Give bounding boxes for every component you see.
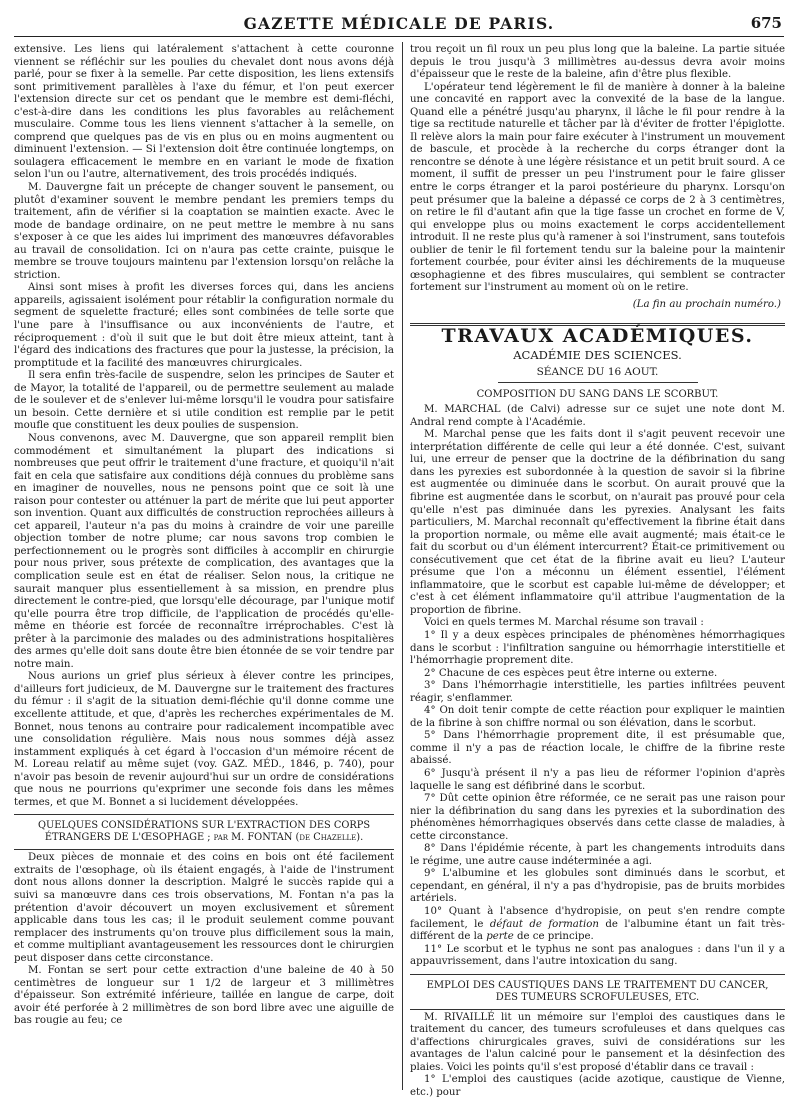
list-item: 1° L'emploi des caustiques (acide azotique, caustique de Vienne, etc.) pour — [410, 1074, 785, 1099]
list-item: 7° Dût cette opinion être réformée, ce ne serait pas une raison pour nier la défibrination du sang dans les pyrexies et la subordination des phénomènes hémorrhagiques observés dans cette classe de maladies, à cette circonstance. — [410, 793, 785, 842]
paragraph: M. Marchal pense que les faits dont il s'agit peuvent recevoir une interprétation différente de celle qui leur a été donnée. C'est, suivant lui, une erreur de penser que la doctrine de la défibrination du sang dans les pyrexies est subordonnée à la question de savoir si la fibrine est augmentée ou diminuée dans le scorbut. On aurait prouvé que la fibrine est augmentée dans le scorbut, on n'aurait pas prouvé pour cela qu'elle n'est pas diminuée dans les pyrexies. Analysant les faits particuliers, M. Marchal reconnaît qu'effectivement la fibrine était dans la proportion normale, ou même elle avait augmenté; mais était-ce le fait du scorbut ou d'un élément intercurrent? Était-ce primitivement ou consécutivement que cet état de la fibrine avait eu lieu? L'auteur présume que l'on a méconnu un élément essentiel, l'élément inflammatoire, que le scorbut est capable lui-même de développer; et c'est à cet élément inflammatoire qu'il attribue l'augmentation de la proportion de fibrine. — [410, 429, 785, 616]
list-item: 11° Le scorbut et le typhus ne sont pas analogues : dans l'un il y a appauvrissement, dans l'autre intoxication du sang. — [410, 943, 785, 968]
list-item: 3° Dans l'hémorrhagie interstitielle, les parties infiltrées peuvent réagir, s'enflammer. — [410, 680, 785, 704]
list-item: 9° L'albumine et les globules sont diminués dans le scorbut, et cependant, en général, il n'y a pas d'hydropisie, pas de bruits morbides artériels. — [410, 868, 785, 905]
paragraph: Voici en quels termes M. Marchal résume son travail : — [424, 617, 704, 629]
list-text: 10° Quant à l'absence d'hydropisie, on peut s'en rendre compte facilement, le — [410, 906, 785, 930]
column-divider — [402, 42, 403, 1090]
section-rule — [14, 814, 394, 815]
paragraph: Nous aurions un grief plus sérieux à élever contre les principes, d'ailleurs fort judicieux, de M. Dauvergne sur le traitement des fractures du fémur : il s'agit de la situation demi-fléchie qu'il donne comme une excellente attitude, et que, d'après les recherches expérimentales de M. Bonnet, nous tenons au contraire pour radicalement incompatible avec une consolidation régulière. Mais nous nous sommes déjà assez instamment expliqués à cet égard à l'occasion d'un mémoire récent de M. Loreau relatif au même sujet (voy. GAZ. MÉD., 1846, p. 740), pour n'avoir pas besoin de revenir aujourd'hui sur un ordre de considérations que nous ne pourrions qu'exprimer une seconde fois dans les mêmes termes, et que M. Bonnet a si lucidement développées. — [14, 671, 394, 808]
right-column — [410, 44, 785, 1100]
academy-heading: ACADÉMIE DES SCIENCES. — [513, 348, 682, 363]
emphasis: défaut de formation — [489, 918, 599, 930]
section-rule — [410, 1009, 785, 1010]
list-text: de ce principe. — [517, 931, 594, 943]
left-column — [14, 44, 394, 1028]
paragraph: Il sera enfin très-facile de suspendre, selon les principes de Sauter et de Mayor, la totalité de l'appareil, ou de permettre seulement au malade de le soulever et de s'enlever lui-même lorsqu'il le voudra pour satisfaire un besoin. Cette dernière et si utile condition est remplie par le petit moufle que constituent les deux poulies de suspension. — [14, 370, 394, 432]
paragraph: trou reçoit un fil roux un peu plus long que la baleine. La partie située depuis le trou jusqu'à 3 millimètres au-dessus devra avoir moins d'épaisseur que le reste de la baleine, afin d'être plus flexible. — [410, 44, 785, 81]
page-number: 675 — [750, 14, 782, 32]
list-item: 1° Il y a deux espèces principales de phénomènes hémorrhagiques dans le scorbut : l'infiltration sanguine ou hémorrhagie interstitielle et l'hémorrhagie proprement dite. — [410, 629, 785, 667]
list-item: 5° Dans l'hémorrhagie proprement dite, il est présumable que, comme il n'y a pas de réaction locale, le chiffre de la fibrine reste abaissé. — [410, 730, 785, 767]
journal-title: GAZETTE MÉDICALE DE PARIS. — [243, 14, 555, 33]
list-item: 4° On doit tenir compte de cette réaction pour expliquer le maintien de la fibrine à son chiffre normal ou son élévation, dans le scorbut. — [410, 705, 785, 729]
subsection-heading: COMPOSITION DU SANG DANS LE SCORBUT. — [476, 389, 719, 401]
list-text: de l'albumine étant un fait très-différent de la — [410, 918, 785, 943]
paragraph: Ainsi sont mises à profit les diverses forces qui, dans les anciens appareils, agissaient isolément pour rétablir la configuration normale du segment de squelette fracturé; elles sont combinées de telle sorte que l'une pare à l'insuffisance ou aux inconvénients de l'autre, et réciproquement : d'où il suit que le but doit être mieux atteint, tant à l'égard des indications des fractures que pour la justesse, la précision, la promptitude et la facilité des manœuvres chirurgicales. — [14, 282, 394, 369]
list-item: 6° Jusqu'à présent il n'y a pas lieu de réformer l'opinion d'après laquelle le sang est défibriné dans le scorbut. — [410, 767, 785, 792]
continuation-note: (La fin au prochain numéro.) — [632, 298, 781, 310]
header-rule — [14, 36, 784, 37]
session-heading: SÉANCE DU 16 AOUT. — [536, 365, 659, 378]
paragraph: M. RIVAILLÉ lit un mémoire sur l'emploi des caustiques dans le traitement du cancer, des tumeurs scrofuleuses et dans quelques cas d'affections chirurgicales graves, suivi de considérations sur les avantages de l'alun calciné pour le pansement et la désinfection des plaies. Voici les points qu'il s'est proposé d'établir dans ce travail : — [410, 1011, 785, 1073]
paragraph: extensive. Les liens qui latéralement s'attachent à cette couronne viennent se réfléchir sur les poulies du chevalet dont nous avons déjà parlé, pour se fixer à la semelle. Par cette disposition, les liens extensifs sont primitivement parallèles à l'axe du fémur, et l'on peut exercer l'extension directe sur cet os pendant que le membre est demi-fléchi, c'est-à-dire dans les conditions les plus favorables au relâchement musculaire. Comme tous les liens viennent s'attacher à la semelle, on comprend que quelques pas de vis en plus ou en moins augmentent ou diminuent l'extension. — Si l'extension doit être continuée longtemps, on soulagera efficacement le membre en en variant le mode de fixation selon l'un ou l'autre, alternativement, des trois procédés indiqués. — [14, 44, 394, 181]
section-title: TRAVAUX ACADÉMIQUES. — [441, 325, 754, 348]
paragraph: Nous convenons, avec M. Dauvergne, que son appareil remplit bien commodément et simultanément la plupart des indications si nombreuses que peut offrir le traitement d'une fracture, et quoiqu'il n'ait fait en cela que satisfaire aux conditions déjà connues du problème sans en imaginer de nouvelles, nous ne pensons point que ce soit là une raison pour contester ou atténuer la part de mérite que lui peut apporter son invention. Quant aux difficultés de construction reprochées ailleurs à cet appareil, l'auteur n'a pas du moins à craindre de voir une pareille objection tomber de notre plume; car nous savons trop combien le perfectionnement ou le progrès sont difficiles à accomplir en chirurgie pour nous priver, sous prétexte de complication, des avantages que la complication seule est en état de réaliser. Selon nous, la critique ne saurait manquer plus essentiellement à sa mission, en prendre plus directement le contre-pied, que lorsqu'elle décourage, par l'unique motif qu'elle pourra être trop difficile, de l'application de procédés qu'elle-même en théorie est forcée de reconnaître irréprochables. C'est là prêter à la parcimonie des malades ou des administrations hospitalières des armes qu'elle doit sans doute être bien étonnée de se voir tendre par notre main. — [14, 432, 394, 670]
paragraph: M. Dauvergne fait un précepte de changer souvent le pansement, ou plutôt d'examiner souvent le membre pendant les premiers temps du traitement, afin de vérifier si la coaptation se maintien exacte. Avec le mode de bandage ordinaire, on ne peut mettre le membre à nu sans s'exposer à ce que les aides lui impriment des manœuvres défavorables au travail de consolidation. Ici on n'aura pas cette crainte, puisque le membre se trouve toujours maintenu par l'extension lorsqu'on relâche la striction. — [14, 182, 394, 281]
section-rule — [14, 849, 394, 850]
paragraph: L'opérateur tend légèrement le fil de manière à donner à la baleine une concavité en rapport avec la convexité de la base de la langue. Quand elle a pénétré jusqu'au pharynx, il lâche le fil pour rendre à la tige sa rectitude naturelle et tâcher par là d'éviter de frotter l'épiglotte. Il relève alors la main pour faire exécuter à l'instrument un mouvement de bascule, et procède à la recherche du corps étranger dont la rencontre se dénote à une légère résistance et un petit bruit sourd. A ce moment, il suffit de presser un peu l'instrument pour le faire glisser entre le corps étranger et la paroi postérieure du pharynx. Lorsqu'on peut présumer que la baleine a dépassé ce corps de 2 à 3 centimètres, on retire le fil d'autant afin que la tige fasse un crochet en forme de V, qui enveloppe plus ou moins exactement le corps accidentellement introduit. Il ne reste plus qu'à ramener à soi l'instrument, sans toutefois oublier de tenir le fil fortement tendu sur la baleine pour la maintenir fortement courbée, pour éviter ainsi les déchirements de la muqueuse œsophagienne et des fibres musculaires, qui semblent se contracter fortement sur l'instrument au moment où on le retire. — [410, 81, 785, 294]
subsection-heading: EMPLOI DES CAUSTIQUES DANS LE TRAITEMENT DU CANCER, DES TUMEURS SCROFULEUSES, ETC. — [426, 979, 769, 1003]
list-item: 8° Dans l'épidémie récente, à part les changements introduits dans le régime, une autre cause indéterminée a agi. — [410, 843, 785, 867]
section-rule — [410, 974, 785, 975]
emphasis: perte — [486, 931, 514, 943]
paragraph: M. Fontan se sert pour cette extraction d'une baleine de 40 à 50 centimètres de longueur sur 1 1/2 de largeur et 3 millimètres d'épaisseur. Son extrémité inférieure, taillée en langue de carpe, doit avoir été perforée à 2 millimètres de son bord libre avec une aiguille de bas rougie au feu; ce — [14, 965, 394, 1027]
session-rule — [498, 382, 698, 383]
paragraph: Deux pièces de monnaie et des coins en bois ont été facilement extraits de l'œsophage, où ils étaient engagés, à l'aide de l'instrument dont nous allons donner la description. Malgré le succès rapide qui a suivi sa manœuvre dans ces trois observations, M. Fontan n'a pas la prétention d'avoir découvert un moyen exclusivement et sûrement applicable dans tous les cas; il le produit seulement comme pouvant remplacer des instruments qu'on trouve plus difficilement sous la main, et comme multipliant avantageusement les ressources dont le chirurgien peut disposer dans cette circonstance. — [14, 852, 394, 964]
list-item — [410, 906, 785, 944]
page-header — [14, 0, 784, 34]
list-item: 2° Chacune de ces espèces peut être interne ou externe. — [424, 667, 718, 679]
section-heading: QUELQUES CONSIDÉRATIONS SUR L'EXTRACTION DES CORPS ÉTRANGERS DE L'ŒSOPHAGE ; par M. FONTAN (de Chazelle). — [37, 820, 371, 844]
paragraph: M. MARCHAL (de Calvi) adresse sur ce sujet une note dont M. Andral rend compte à l'Académie. — [410, 404, 785, 428]
